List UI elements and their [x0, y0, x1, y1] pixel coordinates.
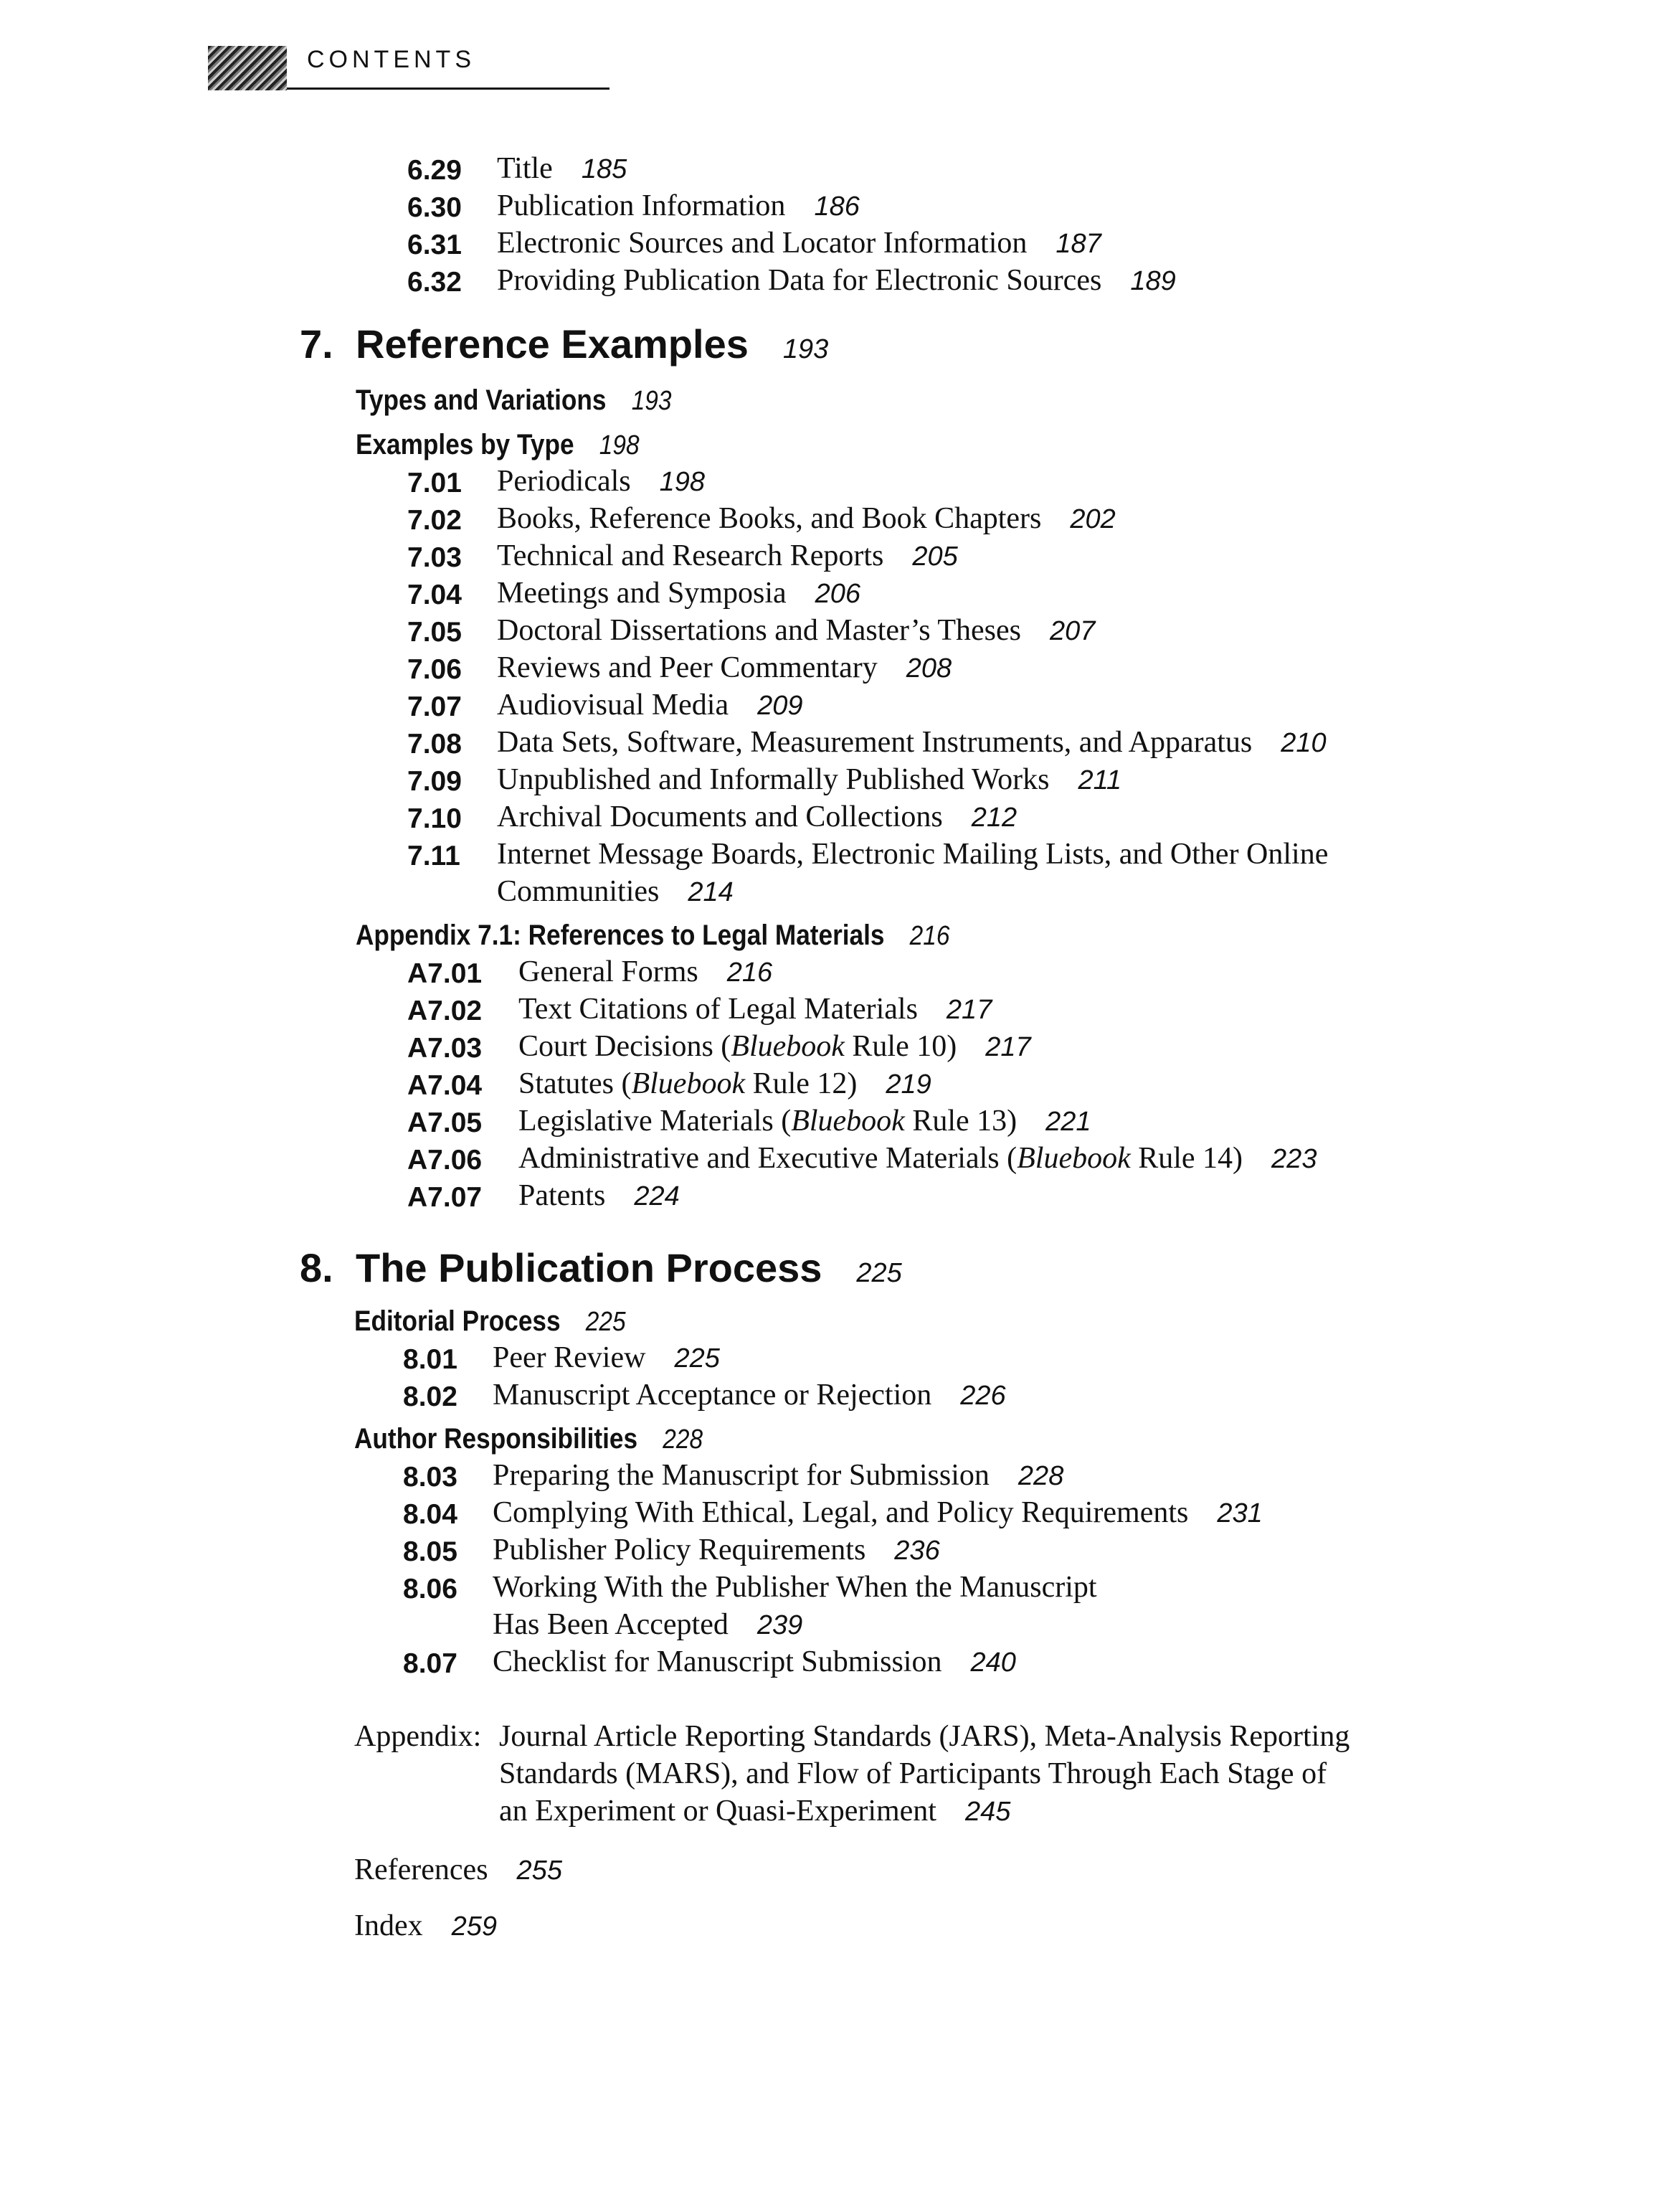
entry-page: 185 [581, 154, 627, 184]
entry-title: Meetings and Symposia [497, 577, 787, 610]
entry-number: 7.02 [407, 505, 462, 536]
entry-number: 7.08 [407, 729, 462, 760]
section-page: 228 [663, 1424, 703, 1455]
references-page: 255 [516, 1856, 562, 1886]
entry-title-prefix: Administrative and Executive Materials ( [518, 1142, 1018, 1175]
entry-title-continued: Has Been Accepted [493, 1608, 729, 1641]
entry-title: Patents [518, 1179, 606, 1212]
entry-title: Electronic Sources and Locator Information [497, 227, 1028, 260]
entry-page: 239 [756, 1610, 803, 1640]
entry-title: General Forms [518, 955, 698, 988]
entry-number: 8.04 [403, 1499, 457, 1530]
entry-title: Archival Documents and Collections [497, 800, 943, 833]
entry-number: A7.06 [407, 1145, 483, 1176]
chapter-title: Reference Examples [356, 321, 749, 367]
appendix-title-line3: an Experiment or Quasi-Experiment [499, 1795, 936, 1828]
appendix-title-line2: Standards (MARS), and Flow of Participants Through Each Stage of [499, 1757, 1327, 1790]
entry-title: Audiovisual Media [497, 689, 729, 722]
entry-title: Unpublished and Informally Published Works [497, 763, 1050, 796]
entry-page: 187 [1056, 229, 1101, 259]
entry-title: Reviews and Peer Commentary [497, 651, 878, 684]
entry-number: 8.01 [403, 1344, 457, 1375]
entry-title: Text Citations of Legal Materials [518, 993, 918, 1026]
entry-title: Preparing the Manuscript for Submission [493, 1459, 990, 1492]
entry-number: 8.05 [403, 1536, 457, 1567]
chapter-number: 8. [300, 1245, 333, 1290]
appendix-label: Appendix: [354, 1720, 482, 1753]
section-label: Examples by Type [356, 429, 574, 460]
entry-title: Data Sets, Software, Measurement Instruments, and Apparatus [497, 726, 1253, 759]
entry-number: A7.07 [407, 1182, 483, 1213]
entry-page: 217 [985, 1032, 1031, 1062]
references-label: References [354, 1853, 488, 1886]
entry-title: Publication Information [497, 189, 786, 222]
entry-page: 228 [1018, 1461, 1064, 1491]
entry-title: Periodicals [497, 465, 631, 498]
entry-title: Title [497, 152, 553, 185]
entry-page: 217 [946, 995, 992, 1025]
index-label: Index [354, 1909, 423, 1942]
entry-number: 8.02 [403, 1381, 457, 1412]
entry-page: 224 [634, 1181, 680, 1211]
section-label: Types and Variations [356, 384, 607, 416]
entry-page: 214 [688, 877, 734, 907]
entry-title: Manuscript Acceptance or Rejection [493, 1379, 932, 1412]
entry-title-prefix: Legislative Materials ( [518, 1105, 792, 1138]
entry-page: 219 [886, 1069, 931, 1100]
entry-page: 189 [1130, 266, 1176, 296]
entry-title-suffix: Rule 12) [745, 1067, 858, 1100]
chapter-title: The Publication Process [356, 1245, 822, 1290]
entry-title-italic: Bluebook [631, 1067, 746, 1100]
entry-page: 225 [674, 1343, 720, 1374]
section-page: 216 [909, 921, 950, 951]
entry-page: 202 [1070, 504, 1116, 534]
entry-number: 7.04 [407, 580, 462, 610]
entry-number: 7.10 [407, 803, 462, 834]
entry-title: Publisher Policy Requirements [493, 1533, 866, 1566]
entry-title-line [497, 153, 627, 184]
entry-page: 223 [1271, 1144, 1317, 1174]
entry-title-suffix: Rule 10) [844, 1030, 957, 1063]
entry-number: A7.03 [407, 1033, 483, 1064]
entry-title-suffix: Rule 13) [904, 1105, 1018, 1138]
entry-title: Complying With Ethical, Legal, and Policy Requirements [493, 1496, 1189, 1529]
entry-title-continued: Communities [497, 875, 660, 908]
entry-title-suffix: Rule 14) [1130, 1142, 1243, 1175]
entry-page: 206 [815, 579, 861, 609]
entry-number: A7.01 [407, 958, 483, 989]
entry-page: 209 [757, 691, 803, 721]
header-label: CONTENTS [307, 46, 475, 73]
entry-number: A7.04 [407, 1070, 483, 1101]
entry-page: 208 [906, 653, 952, 684]
entry-number: 7.06 [407, 654, 462, 685]
entry-page: 231 [1217, 1498, 1263, 1528]
appendix-page: 245 [964, 1797, 1011, 1827]
entry-number: 7.01 [407, 468, 462, 498]
entry-title: Books, Reference Books, and Book Chapters [497, 502, 1042, 535]
entry-number: 7.09 [407, 766, 462, 797]
entry-number: 7.07 [407, 691, 462, 722]
entry-number: 7.11 [407, 841, 460, 871]
entry-page: 221 [1045, 1107, 1091, 1137]
section-page: 225 [585, 1307, 626, 1337]
entry-title: Internet Message Boards, Electronic Mailing Lists, and Other Online [497, 838, 1329, 871]
section-page: 198 [599, 430, 640, 460]
entry-page: 212 [971, 803, 1018, 833]
entry-number: 6.32 [407, 267, 462, 298]
entry-title: Doctoral Dissertations and Master’s Theses [497, 614, 1021, 647]
section-label: Appendix 7.1: References to Legal Materials [356, 920, 885, 951]
entry-number: A7.05 [407, 1107, 483, 1138]
entry-number: 7.05 [407, 617, 462, 648]
entry-page: 198 [659, 467, 706, 497]
entry-number: 8.06 [403, 1574, 457, 1604]
entry-title-prefix: Court Decisions ( [518, 1030, 731, 1063]
entry-page: 240 [970, 1648, 1016, 1678]
entry-page: 216 [726, 958, 773, 988]
entry-title-italic: Bluebook [731, 1030, 845, 1063]
entry-number: 6.31 [407, 230, 462, 260]
header-ornament [208, 46, 287, 90]
entry-page: 210 [1281, 728, 1327, 758]
entry-title: Providing Publication Data for Electronic Sources [497, 264, 1102, 297]
entry-title: Checklist for Manuscript Submission [493, 1645, 942, 1678]
appendix-title-line1: Journal Article Reporting Standards (JARS), Meta-Analysis Reporting [499, 1720, 1350, 1753]
entry-page: 207 [1049, 616, 1096, 646]
entry-title: Working With the Publisher When the Manuscript [493, 1571, 1097, 1604]
entry-page: 211 [1078, 765, 1122, 795]
entry-number: 8.03 [403, 1462, 457, 1493]
entry-title: Technical and Research Reports [497, 539, 884, 572]
entry-number: 6.29 [407, 155, 462, 186]
entry-number: 6.30 [407, 192, 462, 223]
entry-number: A7.02 [407, 996, 483, 1026]
entry-page: 236 [894, 1536, 940, 1566]
section-page: 193 [631, 386, 672, 416]
section-label: Author Responsibilities [354, 1423, 638, 1455]
entry-page: 186 [814, 192, 860, 222]
chapter-page: 225 [856, 1258, 902, 1288]
index-page: 259 [451, 1911, 498, 1942]
entry-page: 226 [960, 1381, 1006, 1411]
entry-page: 205 [912, 542, 958, 572]
section-label: Editorial Process [354, 1305, 561, 1337]
entry-number: 8.07 [403, 1648, 457, 1679]
entry-title-prefix: Statutes ( [518, 1067, 632, 1100]
entry-title-italic: Bluebook [791, 1105, 905, 1138]
header-rule [287, 88, 609, 90]
chapter-number: 7. [300, 321, 333, 367]
entry-number: 7.03 [407, 542, 462, 573]
entry-title: Peer Review [493, 1341, 646, 1374]
chapter-page: 193 [782, 334, 829, 364]
entry-title-italic: Bluebook [1017, 1142, 1131, 1175]
